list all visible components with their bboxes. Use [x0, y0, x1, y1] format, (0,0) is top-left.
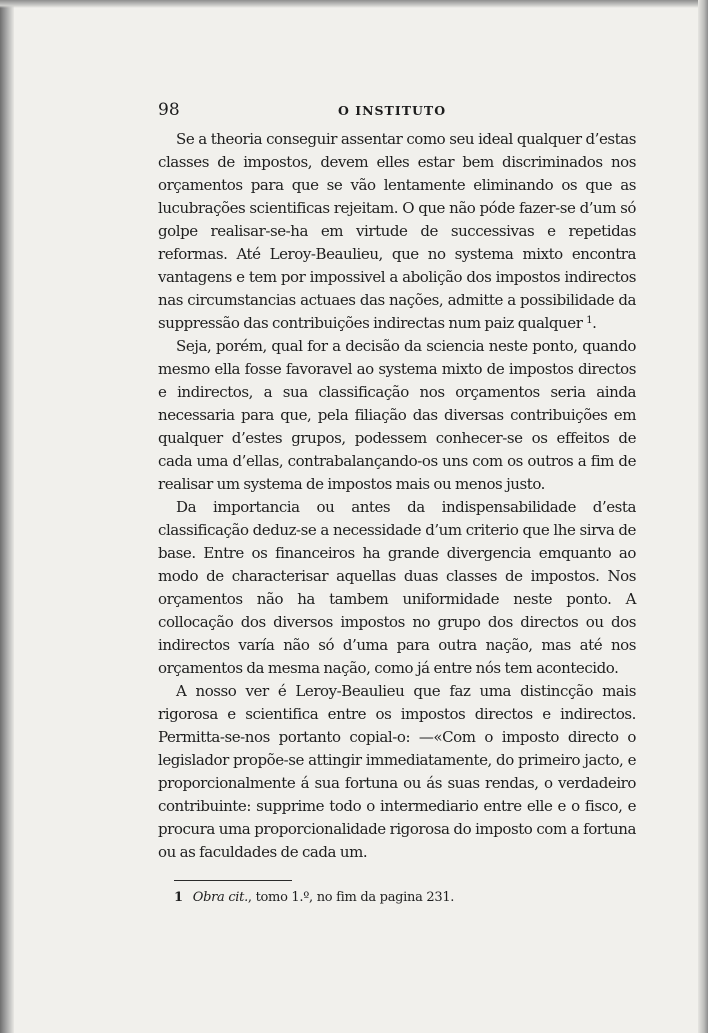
paragraph-3: Da importancia ou antes da indispensabilidade d’esta classificação deduz-se a necessidade d’um criterio que lhe sirva de base. Entre os financeiros ha grande divergencia emquanto ao modo de characterisar aquellas duas classes de impostos. Nos orçamentos não ha tambem uniformidade neste ponto. A collocação dos diversos impostos no grupo dos directos ou dos indirectos varía não só d’uma para outra nação, mas até nos orçamentos da mesma nação, como já entre nós tem acontecido.	[158, 498, 636, 677]
footnote	[174, 890, 614, 905]
journal-title: O INSTITUTO	[338, 103, 447, 118]
paragraph-1-end: .	[592, 314, 597, 332]
body-text	[158, 128, 636, 864]
paragraph-1-text: Se a theoria conseguir assentar como seu ideal qualquer d’estas classes de impostos, devem elles estar bem discriminados nos orçamentos para que se vão lentamente eliminando os que as lucubrações scientificas rejeitam. O que não póde fazer-se d’um só golpe realisar-se-ha em virtude de successivas e repetidas reformas. Até Leroy-Beaulieu, que no systema mixto encontra vantagens e tem por impossivel a abolição dos impostos indirectos nas circumstancias actuaes das nações, admitte a possibilidade da suppressão das contribuições indirectas num paiz qualquer	[158, 130, 636, 332]
page-number: 98	[158, 100, 180, 120]
page-binding-shadow	[0, 0, 14, 1033]
footnote-number: 1	[174, 890, 183, 905]
paragraph-2: Seja, porém, qual for a decisão da sciencia neste ponto, quando mesmo ella fosse favoravel ao systema mixto de impostos directos e indirectos, a sua classificação nos orçamentos seria ainda necessaria para que, pela filiação das diversas contribuições em qualquer d’estes grupos, podessem conhecer-se os effeitos de cada uma d’ellas, contrabalançando-os uns com os outros a fim de realisar um systema de impostos mais ou menos justo.	[158, 337, 636, 493]
page-right-edge	[698, 0, 708, 1033]
paragraph-1	[158, 128, 636, 335]
footnote-reference-mark: 1	[586, 315, 593, 326]
footnote-citation-detail: , tomo 1.º, no fim da pagina 231.	[247, 890, 455, 905]
paragraph-4: A nosso ver é Leroy-Beaulieu que faz uma distincção mais rigorosa e scientifica entre os impostos directos e indirectos. Permitta-se-nos portanto copial-o: —«Com o imposto directo o legislador propõe-se attingir immediatamente, do primeiro jacto, e proporcionalmente á sua fortuna ou ás suas rendas, o verdadeiro contribuinte: supprime todo o intermediario entre elle e o fisco, e procura uma proporcionalidade rigorosa do imposto com a fortuna ou as faculdades de cada um.	[158, 682, 636, 861]
page-top-edge	[0, 0, 708, 8]
footnote-citation-title: Obra cit.	[192, 890, 248, 905]
running-head	[158, 100, 636, 124]
footnote-divider	[174, 880, 292, 881]
